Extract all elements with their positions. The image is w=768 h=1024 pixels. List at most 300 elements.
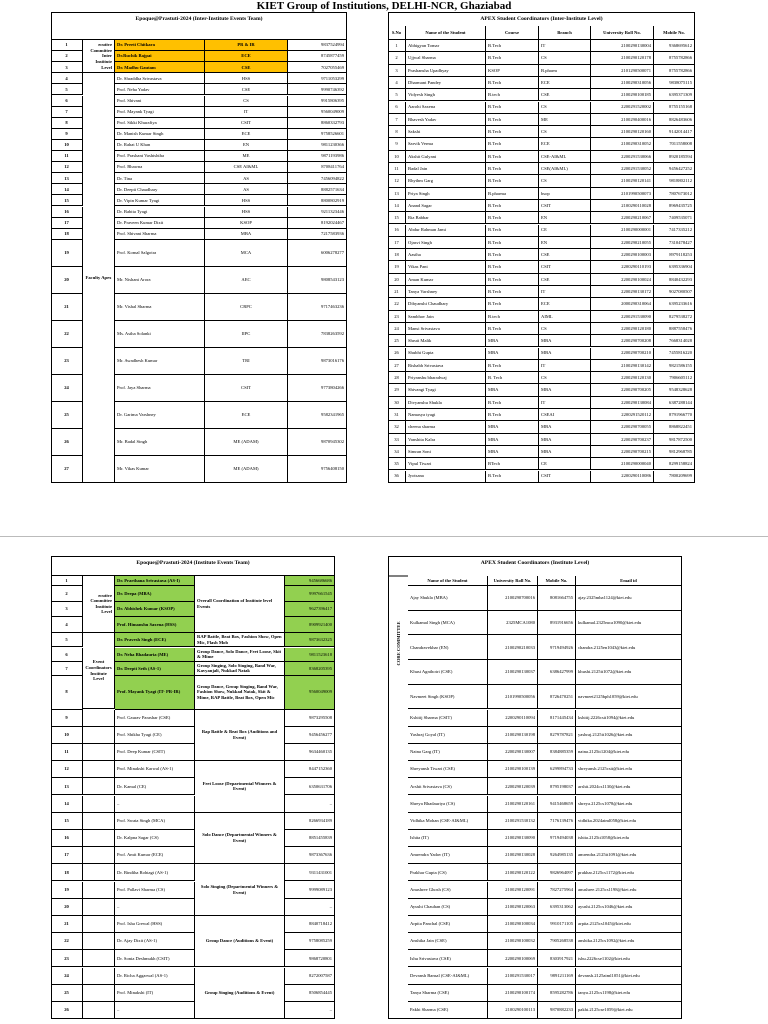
branch-cell: CS: [539, 102, 591, 114]
mobile-cell: 9817872500: [654, 434, 695, 446]
mobile-cell: 7456094822: [288, 173, 347, 184]
mobile-cell: 8840432293: [654, 274, 695, 286]
event-team-row: [51, 761, 335, 778]
mobile-cell: 8303917921: [538, 950, 576, 967]
course-cell: B. Tech: [486, 372, 539, 384]
faculty-name-cell: Prof. Isha Grewal (HSS): [115, 916, 195, 933]
roll-no-cell: 2100290100034: [488, 916, 538, 933]
student-name-cell: Navmeet Singh (KSOP): [408, 685, 488, 710]
mobile-cell: 7417335212: [654, 225, 695, 237]
student-name-cell: Aman Kumar: [406, 274, 486, 286]
student-name-cell: Vikas Pant: [406, 261, 486, 273]
student-name-cell: Aastha: [406, 249, 486, 261]
mobile-cell: 8931916656: [538, 611, 576, 636]
department-cell: HSS: [205, 73, 288, 84]
student-row: [408, 882, 682, 899]
event-team-row: [51, 950, 335, 967]
event-team-row: [51, 847, 335, 864]
faculty-name-cell: Dr. Deepa (MBA): [115, 586, 195, 602]
faculty-name-cell: Dr. Kalpna Sagar (CS): [115, 830, 195, 847]
mobile-cell: 8969435725: [654, 200, 695, 212]
course-cell: BTech: [486, 458, 539, 470]
email-cell: amrendra.2125it1091@kiet.edu: [576, 847, 682, 864]
sno-cell: 4: [51, 73, 83, 84]
branch-cell: ECE: [539, 77, 591, 89]
sno-cell: 22: [51, 321, 83, 348]
group-faculty-apex: Faculty Apex: [83, 73, 115, 483]
branch-cell: CS: [539, 52, 591, 64]
mobile-cell: 9773804266: [288, 375, 347, 402]
student-name-cell: Simran Soni: [406, 446, 486, 458]
email-cell: kshitij.2226csit1094@kiet.edu: [576, 710, 682, 727]
course-cell: B.Tech: [486, 360, 539, 372]
course-cell: B.Tech: [486, 175, 539, 187]
department-cell: ME (ADAM): [205, 456, 288, 483]
mobile-cell: 8384885359: [538, 744, 576, 761]
faculty-name-cell: Mr. Badal Singh: [115, 429, 205, 456]
core-student-row: [408, 660, 682, 685]
student-row: [408, 864, 682, 881]
faculty-name-cell: Dr. Rahat U Khan: [115, 140, 205, 151]
student-row: [388, 434, 695, 446]
sno-cell: 2: [388, 52, 406, 64]
sno-cell: 16: [51, 207, 83, 218]
student-row: [388, 89, 695, 101]
sno-cell: 3: [388, 65, 406, 77]
branch-cell: ECE: [539, 298, 591, 310]
group-cell: [83, 950, 115, 967]
student-name-cell: Aarohi Saxena: [406, 102, 486, 114]
mobile-cell: 6395313062: [538, 899, 576, 916]
group-cell: [83, 985, 115, 1002]
sno-cell: 24: [51, 968, 83, 985]
course-cell: B.Tech: [486, 114, 539, 126]
department-cell: ECE: [205, 129, 288, 140]
branch-cell: IT: [539, 360, 591, 372]
course-cell: B.Tech: [486, 397, 539, 409]
column-header: University Roll No.: [488, 576, 538, 586]
student-name-cell: Abhigyan Tomar: [406, 40, 486, 52]
core-committee-label: CORE COMMITTEE: [388, 576, 408, 710]
group-cell: [83, 796, 115, 813]
mobile-cell: 8279787821: [538, 727, 576, 744]
event-role-cell: Group Singing (Auditions & Event): [195, 968, 285, 1020]
sno-cell: 33: [388, 434, 406, 446]
email-cell: devansh.2125aiml1051@kiet.edu: [576, 968, 682, 985]
student-name-cell: Vidyesh Singh: [406, 89, 486, 101]
sno-cell: 10: [51, 727, 83, 744]
branch-cell: EN: [539, 237, 591, 249]
mobile-cell: 6395336904: [654, 261, 695, 273]
student-name-cell: Tanya Varshney: [406, 286, 486, 298]
event-team-row: [51, 968, 335, 985]
mobile-cell: 9719494926: [538, 635, 576, 660]
student-name-cell: Amrendra Yadav (IT): [408, 847, 488, 864]
student-name-cell: Priyanshu bharadwaj: [406, 372, 486, 384]
column-header: University Roll No.: [591, 26, 654, 40]
course-cell: B.Tech: [486, 274, 539, 286]
group-cell: [83, 847, 115, 864]
mobile-cell: –: [285, 796, 335, 813]
mobile-cell: 6395233616: [654, 298, 695, 310]
roll-no-cell: 2100290130090: [488, 830, 538, 847]
student-name-cell: Rhythm Garg: [406, 175, 486, 187]
sno-cell: 14: [51, 184, 83, 195]
mobile-cell: 9868720801: [285, 950, 335, 967]
sno-cell: 4: [51, 617, 83, 633]
faculty-name-cell: Dr. Deepti Seth (AS-1): [115, 662, 195, 676]
student-row: [388, 471, 695, 483]
faculty-name-cell: –: [115, 899, 195, 916]
roll-no-cell: 2200291530066: [591, 151, 654, 163]
student-row: [388, 52, 695, 64]
group-cell: [83, 744, 115, 761]
faculty-name-cell: –: [115, 1002, 195, 1019]
student-row: [388, 335, 695, 347]
student-row: [408, 899, 682, 916]
mobile-cell: 8192024467: [288, 218, 347, 229]
email-cell: kulkamal.2325mca1090@kiet.edu: [576, 611, 682, 636]
department-cell: CSE: [205, 84, 288, 95]
sno-cell: 9: [51, 710, 83, 727]
student-row: [408, 710, 682, 727]
right-section-title: APEX Student Coordinators (Institute Level): [480, 560, 590, 566]
student-row: [408, 727, 682, 744]
sno-cell: 13: [51, 173, 83, 184]
email-cell: vidhika.2024aiml058@kiet.edu: [576, 813, 682, 830]
sno-cell: 14: [388, 200, 406, 212]
mobile-cell: 9142014417: [654, 126, 695, 138]
roll-no-cell: 2100290310056: [591, 77, 654, 89]
sno-cell: 29: [388, 384, 406, 396]
event-team-row: [51, 778, 335, 795]
branch-cell: CE: [539, 458, 591, 470]
sno-cell: 3: [51, 62, 83, 73]
student-row: [408, 778, 682, 795]
department-cell: ECE: [205, 51, 288, 62]
student-row: [388, 384, 695, 396]
mobile-cell: 9910171105: [538, 916, 576, 933]
course-cell: MBA: [486, 446, 539, 458]
faculty-name-cell: Dr. Vipin Kumar Tyagi: [115, 195, 205, 206]
branch-cell: IT: [539, 40, 591, 52]
faculty-name-cell: Dr. Abhishek Kumar (KSOP): [115, 602, 195, 618]
mobile-cell: 8726470251: [538, 685, 576, 710]
mobile-cell: 8272007587: [285, 968, 335, 985]
mobile-cell: 9311431001: [285, 864, 335, 881]
roll-no-cell: 2100290130142: [591, 360, 654, 372]
student-row: [388, 458, 695, 470]
mobile-cell: 9415468659: [538, 796, 576, 813]
mobile-cell: 7409535071: [654, 212, 695, 224]
roll-no-cell: 2100291530132: [488, 813, 538, 830]
left-section-title: Epoque@Prastuti-2024 (Inter-Institute Events Team): [135, 16, 263, 22]
student-row: [388, 126, 695, 138]
faculty-name-cell: Dr. Babita Tyagi: [115, 207, 205, 218]
faculty-name-cell: Prof. Mayank Tyagi (IT- PR-IR): [115, 676, 195, 710]
roll-no-cell: 2100290120063: [488, 899, 538, 916]
student-name-cell: Sambhav Jain: [406, 311, 486, 323]
student-row: [388, 225, 695, 237]
faculty-name-cell: Dr. Shraddha Srivastava: [115, 73, 205, 84]
mobile-cell: 9873016176: [288, 348, 347, 375]
mobile-cell: 7800209699: [654, 471, 695, 483]
sno-cell: 9: [388, 138, 406, 150]
student-row: [408, 916, 682, 933]
branch-cell: CSE: [539, 274, 591, 286]
event-team-row: [51, 796, 335, 813]
roll-no-cell: 2200290110193: [591, 261, 654, 273]
department-cell: CSE AI&ML: [205, 162, 288, 173]
course-cell: B.Tech: [486, 151, 539, 163]
email-cell: anushree.2125cs1198@kiet.edu: [576, 882, 682, 899]
student-name-cell: Mansi Srivastava: [406, 323, 486, 335]
mobile-cell: 8595282786: [538, 985, 576, 1002]
student-row: [408, 796, 682, 813]
branch-cell: MBA: [539, 421, 591, 433]
sno-cell: 13: [388, 188, 406, 200]
branch-cell: EN: [539, 212, 591, 224]
sno-cell: 4: [388, 77, 406, 89]
mobile-cell: 9627396417: [285, 602, 335, 618]
group-executive-committee: ecutive Committee Institute Level: [83, 576, 115, 633]
sno-cell: 23: [388, 311, 406, 323]
student-row: [388, 175, 695, 187]
department-cell: ME (ADAM): [205, 429, 288, 456]
sno-cell: 1: [388, 40, 406, 52]
student-row: [388, 397, 695, 409]
mobile-cell: 8081664755: [538, 586, 576, 611]
department-cell: CSE: [205, 62, 288, 73]
faculty-name-cell: Prof. Shivani Sharma: [115, 229, 205, 240]
group-cell: [83, 778, 115, 795]
student-name-cell: Sakshi: [406, 126, 486, 138]
faculty-name-cell: Prof. Shivani: [115, 96, 205, 107]
course-cell: B.Tech: [486, 298, 539, 310]
sno-cell: 6: [51, 96, 83, 107]
department-cell: AS: [205, 173, 288, 184]
faculty-name-cell: Prof. Bhawna: [115, 162, 205, 173]
faculty-name-cell: Prof. Swata Singh (MCA): [115, 813, 195, 830]
mobile-cell: 9456427252: [654, 163, 695, 175]
branch-cell: IT: [539, 286, 591, 298]
email-cell: shreya.2125cs1078@kiet.edu: [576, 796, 682, 813]
column-header: Branch: [539, 26, 591, 40]
sno-cell: 2: [51, 51, 83, 62]
student-name-cell: Vipul Tiwari: [406, 458, 486, 470]
event-role-cell: Solo Dance (Departmental Winners & Event): [195, 813, 285, 865]
faculty-name-cell: Prof. Komal Salgotra: [115, 240, 205, 267]
roll-no-cell: 2200290700208: [591, 335, 654, 347]
roll-no-cell: 2200290120039: [488, 778, 538, 795]
roll-no-cell: 2200290130084: [591, 397, 654, 409]
faculty-name-cell: Dr. Sonia Deshmukh (CSIT): [115, 950, 195, 967]
student-name-cell: Shruti Malik: [406, 335, 486, 347]
roll-no-cell: 2100291530017: [488, 968, 538, 985]
student-row: [408, 968, 682, 985]
student-name-cell: Shivangi Tyagi: [406, 384, 486, 396]
student-row: [388, 212, 695, 224]
student-row: [388, 163, 695, 175]
student-name-cell: Jyotsana: [406, 471, 486, 483]
mobile-cell: 9915806395: [288, 96, 347, 107]
student-name-cell: Priya Singh: [406, 188, 486, 200]
student-row: [408, 933, 682, 950]
group-cell: [83, 710, 115, 727]
sno-cell: 22: [51, 933, 83, 950]
sno-cell: 2: [51, 586, 83, 602]
mobile-cell: 9838075115: [654, 77, 695, 89]
sno-cell: 20: [51, 899, 83, 916]
event-role-cell: RAP Battle, Beat Box, Fashion Show, Open Mic, Flash Mob: [195, 633, 285, 648]
department-cell: IIPC: [205, 321, 288, 348]
document-title: KIET Group of Institutions, DELHI-NCR, Ghaziabad: [256, 0, 512, 12]
sno-cell: 15: [388, 212, 406, 224]
student-row: [408, 847, 682, 864]
sno-cell: 21: [51, 294, 83, 321]
mobile-cell: 6387288144: [654, 397, 695, 409]
sno-cell: 36: [388, 471, 406, 483]
roll-no-cell: 2200290120180: [591, 323, 654, 335]
sno-cell: 27: [51, 456, 83, 483]
student-name-cell: Anushree Ghosh (CS): [408, 882, 488, 899]
course-cell: B.Tech: [486, 138, 539, 150]
department-cell: ME: [205, 151, 288, 162]
department-cell: MBA: [205, 229, 288, 240]
department-cell: CRPC: [205, 294, 288, 321]
student-name-cell: Prashansha Upadhyay: [406, 65, 486, 77]
student-row: [408, 761, 682, 778]
sno-cell: 1: [51, 576, 83, 586]
mobile-cell: 9634460135: [285, 744, 335, 761]
student-name-cell: Ishita (IT): [408, 830, 488, 847]
roll-no-cell: 2200291530090: [591, 311, 654, 323]
email-cell: ishita.2125it1058@kiet.edu: [576, 830, 682, 847]
mobile-cell: –: [285, 1002, 335, 1019]
event-team-row: [51, 882, 335, 899]
event-role-cell: Feet Loose (Departmental Winners & Event): [195, 761, 285, 813]
course-cell: KSOP: [486, 65, 539, 77]
department-cell: EN: [205, 140, 288, 151]
sno-cell: 35: [388, 458, 406, 470]
mobile-cell: 8826483606: [654, 114, 695, 126]
email-cell: ishu.2226cse1102@kiet.edu: [576, 950, 682, 967]
student-row: [388, 372, 695, 384]
student-row: [388, 360, 695, 372]
student-name-cell: Pakhi Sharma (CSE): [408, 1002, 488, 1019]
student-row: [388, 114, 695, 126]
roll-no-cell: 2100290120122: [488, 864, 538, 881]
student-name-cell: Khusi Agnihotri (CSE): [408, 660, 488, 685]
student-name-cell: Anshika Jain (CSE): [408, 933, 488, 950]
course-cell: B.Tech: [486, 323, 539, 335]
mobile-cell: 9756408150: [288, 456, 347, 483]
group-cell: [83, 916, 115, 933]
student-name-cell: Dharmant Pandey: [406, 77, 486, 89]
course-cell: B.Tech: [486, 237, 539, 249]
roll-no-cell: 2100290100174: [488, 985, 538, 1002]
column-header: Course: [486, 26, 539, 40]
student-name-cell: Divyanshu Shukla: [406, 397, 486, 409]
student-name-cell: Rishabh Srivastava: [406, 360, 486, 372]
branch-cell: CSEAI: [539, 409, 591, 421]
branch-cell: CS: [539, 323, 591, 335]
course-cell: B.Tech: [486, 40, 539, 52]
group-cell: [83, 761, 115, 778]
student-name-cell: Prakhar Gupta (CS): [408, 864, 488, 881]
department-cell: HSS: [205, 195, 288, 206]
mobile-cell: 8795198037: [538, 778, 576, 795]
mobile-cell: 8755155168: [654, 102, 695, 114]
student-name-cell: Ishu Srivastava (CSE): [408, 950, 488, 967]
student-name-cell: Chandravekhar (EN): [408, 635, 488, 660]
roll-no-cell: 2200290110094: [488, 710, 538, 727]
mobile-cell: 9873367636: [285, 847, 335, 864]
roll-no-cell: 2200290700210: [591, 348, 654, 360]
roll-no-cell: 2100290130037: [488, 660, 538, 685]
mobile-cell: 9891211169: [538, 968, 576, 985]
student-name-cell: Akshit Gulyani: [406, 151, 486, 163]
student-name-cell: Shreyansh Tiwari (CSE): [408, 761, 488, 778]
department-cell: KSOP: [205, 218, 288, 229]
course-cell: B.Tech: [486, 102, 539, 114]
student-name-cell: Bhavesh Yadav: [406, 114, 486, 126]
roll-no-cell: 2100290120161: [488, 796, 538, 813]
student-row: [388, 446, 695, 458]
sno-cell: 22: [388, 298, 406, 310]
sno-cell: 21: [388, 286, 406, 298]
group-cell: [83, 864, 115, 881]
roll-no-cell: 2100290310052: [591, 138, 654, 150]
faculty-name-cell: Prof. Deep Kumar (CSIT): [115, 744, 195, 761]
sno-cell: 20: [388, 274, 406, 286]
mobile-cell: 8840718412: [285, 916, 335, 933]
mobile-cell: 7807673012: [654, 188, 695, 200]
branch-cell: MBA: [539, 384, 591, 396]
branch-cell: CE: [539, 225, 591, 237]
roll-no-cell: 2200290110086: [591, 471, 654, 483]
event-team-row: [51, 899, 335, 916]
sno-cell: 6: [51, 648, 83, 663]
student-name-cell: Shubhi Gupta: [406, 348, 486, 360]
student-row: [408, 950, 682, 967]
roll-no-cell: 2100290130004: [591, 40, 654, 52]
student-name-cell: Vidhika Mohan (CSE-AI&ML): [408, 813, 488, 830]
sno-cell: 18: [51, 229, 83, 240]
roll-no-cell: 2000290310064: [591, 298, 654, 310]
mobile-cell: 9870945302: [288, 429, 347, 456]
faculty-name-cell: Dr. Bindiha Rohtagi (AS-1): [115, 864, 195, 881]
faculty-name-cell: Dr. Deepti Chaudhary: [115, 184, 205, 195]
mobile-cell: 8860332793: [288, 118, 347, 129]
event-team-row: [51, 744, 335, 761]
faculty-name-cell: Dr. Ajay Dixit (AS-1): [115, 933, 195, 950]
student-row: [408, 813, 682, 830]
student-row: [408, 1002, 682, 1019]
roll-no-cell: 2100290700016: [488, 586, 538, 611]
right-header-row: [388, 26, 695, 40]
column-header: Name of the Student: [406, 26, 486, 40]
branch-cell: CSE(AI&ML): [539, 163, 591, 175]
event-role-cell: Group Singing, Solo Singing, Band War, Kavyanjali, Nukkad Natak: [195, 662, 285, 676]
student-row: [408, 830, 682, 847]
sno-cell: 6: [388, 102, 406, 114]
course-cell: MBA: [486, 421, 539, 433]
event-role-cell: Solo Singing (Departmental Winners & Event): [195, 864, 285, 916]
sno-cell: 7: [51, 107, 83, 118]
group-cell: [83, 1002, 115, 1019]
roll-no-cell: 2100290120141: [591, 175, 654, 187]
